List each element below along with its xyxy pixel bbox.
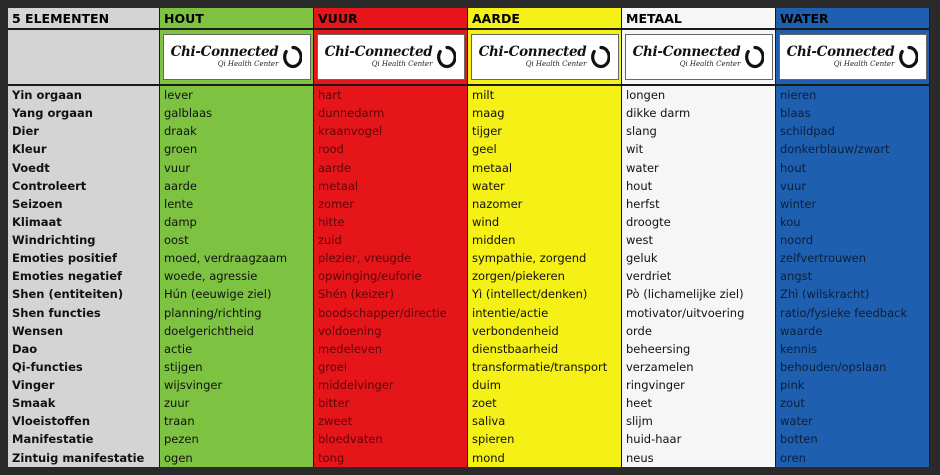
cell-vuur-qi-functies: groei: [314, 358, 468, 376]
row-label-vloeistoffen: Vloeistoffen: [8, 412, 160, 430]
chi-connected-logo: [625, 34, 773, 80]
logo-title: Chi-Connected: [632, 44, 741, 61]
cell-aarde-shen-functies: intentie/actie: [468, 304, 622, 322]
row-label-yin-orgaan: Yin orgaan: [8, 86, 160, 104]
logo-cell: [314, 30, 468, 86]
cell-metaal-voedt: water: [622, 159, 776, 177]
cell-aarde-dier: tijger: [468, 122, 622, 140]
row-label-qi-functies: Qi-functies: [8, 358, 160, 376]
cell-metaal-kleur: wit: [622, 140, 776, 158]
cell-vuur-zintuig-manifestatie: tong: [314, 449, 468, 467]
cell-vuur-vloeistoffen: zweet: [314, 412, 468, 430]
cell-water-dier: schildpad: [776, 122, 930, 140]
cell-aarde-vloeistoffen: saliva: [468, 412, 622, 430]
cell-hout-wensen: doelgerichtheid: [160, 322, 314, 340]
column-header-5-elementen: 5 ELEMENTEN: [8, 8, 160, 30]
cell-water-kleur: donkerblauw/zwart: [776, 140, 930, 158]
chi-connected-logo: [317, 34, 465, 80]
logo-cell-empty: [8, 30, 160, 86]
column-header-vuur: VUUR: [314, 8, 468, 30]
cell-water-yin-orgaan: nieren: [776, 86, 930, 104]
column-header-metaal: METAAL: [622, 8, 776, 30]
cell-vuur-smaak: bitter: [314, 394, 468, 412]
logo-subtitle: Qi Health Center: [371, 59, 433, 68]
cell-aarde-klimaat: wind: [468, 213, 622, 231]
cell-aarde-emoties-positief: sympathie, zorgend: [468, 249, 622, 267]
cell-aarde-windrichting: midden: [468, 231, 622, 249]
cell-water-qi-functies: behouden/opslaan: [776, 358, 930, 376]
cell-vuur-emoties-negatief: opwinging/euforie: [314, 267, 468, 285]
cell-metaal-vinger: ringvinger: [622, 376, 776, 394]
cell-vuur-manifestatie: bloedvaten: [314, 430, 468, 448]
cell-hout-vinger: wijsvinger: [160, 376, 314, 394]
cell-hout-dier: draak: [160, 122, 314, 140]
cell-water-yang-orgaan: blaas: [776, 104, 930, 122]
logo-cell: [160, 30, 314, 86]
cell-vuur-voedt: aarde: [314, 159, 468, 177]
enso-circle-icon: [282, 45, 302, 69]
row-label-kleur: Kleur: [8, 140, 160, 158]
cell-water-shen-functies: ratio/fysieke feedback: [776, 304, 930, 322]
row-label-dao: Dao: [8, 340, 160, 358]
cell-metaal-yin-orgaan: longen: [622, 86, 776, 104]
row-label-seizoen: Seizoen: [8, 195, 160, 213]
cell-water-controleert: vuur: [776, 177, 930, 195]
cell-vuur-vinger: middelvinger: [314, 376, 468, 394]
cell-water-emoties-negatief: angst: [776, 267, 930, 285]
cell-water-windrichting: noord: [776, 231, 930, 249]
row-label-yang-orgaan: Yang orgaan: [8, 104, 160, 122]
cell-aarde-shen-entiteiten: Yì (intellect/denken): [468, 285, 622, 303]
cell-vuur-seizoen: zomer: [314, 195, 468, 213]
cell-water-manifestatie: botten: [776, 430, 930, 448]
cell-vuur-klimaat: hitte: [314, 213, 468, 231]
cell-metaal-emoties-positief: geluk: [622, 249, 776, 267]
logo-title: Chi-Connected: [786, 44, 895, 61]
row-label-dier: Dier: [8, 122, 160, 140]
cell-water-wensen: waarde: [776, 322, 930, 340]
row-label-shen-entiteiten: Shen (entiteiten): [8, 285, 160, 303]
cell-metaal-windrichting: west: [622, 231, 776, 249]
logo-cell: [622, 30, 776, 86]
row-label-emoties-positief: Emoties positief: [8, 249, 160, 267]
cell-water-klimaat: kou: [776, 213, 930, 231]
cell-hout-dao: actie: [160, 340, 314, 358]
cell-water-vloeistoffen: water: [776, 412, 930, 430]
cell-water-emoties-positief: zelfvertrouwen: [776, 249, 930, 267]
cell-metaal-emoties-negatief: verdriet: [622, 267, 776, 285]
row-label-voedt: Voedt: [8, 159, 160, 177]
cell-hout-qi-functies: stijgen: [160, 358, 314, 376]
cell-metaal-qi-functies: verzamelen: [622, 358, 776, 376]
cell-vuur-dier: kraanvogel: [314, 122, 468, 140]
cell-vuur-windrichting: zuid: [314, 231, 468, 249]
cell-aarde-yang-orgaan: maag: [468, 104, 622, 122]
cell-metaal-dao: beheersing: [622, 340, 776, 358]
logo-cell: [468, 30, 622, 86]
cell-aarde-wensen: verbondenheid: [468, 322, 622, 340]
row-label-controleert: Controleert: [8, 177, 160, 195]
cell-metaal-zintuig-manifestatie: neus: [622, 449, 776, 467]
logo-title: Chi-Connected: [324, 44, 433, 61]
logo-cell: [776, 30, 930, 86]
logo-subtitle: Qi Health Center: [833, 59, 895, 68]
cell-hout-kleur: groen: [160, 140, 314, 158]
chi-connected-logo: [779, 34, 927, 80]
cell-metaal-seizoen: herfst: [622, 195, 776, 213]
cell-vuur-wensen: voldoening: [314, 322, 468, 340]
cell-metaal-dier: slang: [622, 122, 776, 140]
cell-hout-windrichting: oost: [160, 231, 314, 249]
cell-metaal-wensen: orde: [622, 322, 776, 340]
cell-aarde-zintuig-manifestatie: mond: [468, 449, 622, 467]
cell-hout-shen-entiteiten: Hún (eeuwige ziel): [160, 285, 314, 303]
cell-water-seizoen: winter: [776, 195, 930, 213]
cell-aarde-seizoen: nazomer: [468, 195, 622, 213]
cell-aarde-dao: dienstbaarheid: [468, 340, 622, 358]
column-header-water: WATER: [776, 8, 930, 30]
cell-water-shen-entiteiten: Zhì (wilskracht): [776, 285, 930, 303]
five-elements-table: [8, 8, 930, 467]
cell-vuur-yang-orgaan: dunnedarm: [314, 104, 468, 122]
cell-water-zintuig-manifestatie: oren: [776, 449, 930, 467]
cell-metaal-smaak: heet: [622, 394, 776, 412]
cell-hout-smaak: zuur: [160, 394, 314, 412]
enso-circle-icon: [898, 45, 918, 69]
cell-metaal-controleert: hout: [622, 177, 776, 195]
cell-vuur-shen-functies: boodschapper/directie: [314, 304, 468, 322]
row-label-manifestatie: Manifestatie: [8, 430, 160, 448]
cell-metaal-klimaat: droogte: [622, 213, 776, 231]
cell-vuur-controleert: metaal: [314, 177, 468, 195]
logo-title: Chi-Connected: [170, 44, 279, 61]
cell-metaal-yang-orgaan: dikke darm: [622, 104, 776, 122]
cell-hout-shen-functies: planning/richting: [160, 304, 314, 322]
row-label-windrichting: Windrichting: [8, 231, 160, 249]
cell-metaal-vloeistoffen: slijm: [622, 412, 776, 430]
cell-water-voedt: hout: [776, 159, 930, 177]
cell-hout-zintuig-manifestatie: ogen: [160, 449, 314, 467]
cell-aarde-smaak: zoet: [468, 394, 622, 412]
cell-aarde-kleur: geel: [468, 140, 622, 158]
row-label-vinger: Vinger: [8, 376, 160, 394]
cell-hout-voedt: vuur: [160, 159, 314, 177]
cell-hout-seizoen: lente: [160, 195, 314, 213]
cell-aarde-emoties-negatief: zorgen/piekeren: [468, 267, 622, 285]
cell-hout-klimaat: damp: [160, 213, 314, 231]
row-label-shen-functies: Shen functies: [8, 304, 160, 322]
row-label-emoties-negatief: Emoties negatief: [8, 267, 160, 285]
cell-vuur-yin-orgaan: hart: [314, 86, 468, 104]
cell-aarde-vinger: duim: [468, 376, 622, 394]
cell-vuur-dao: medeleven: [314, 340, 468, 358]
logo-subtitle: Qi Health Center: [217, 59, 279, 68]
enso-circle-icon: [744, 45, 764, 69]
cell-metaal-shen-entiteiten: Pò (lichamelijke ziel): [622, 285, 776, 303]
cell-hout-yin-orgaan: lever: [160, 86, 314, 104]
enso-circle-icon: [590, 45, 610, 69]
cell-hout-emoties-negatief: woede, agressie: [160, 267, 314, 285]
logo-title: Chi-Connected: [478, 44, 587, 61]
enso-circle-icon: [436, 45, 456, 69]
cell-hout-controleert: aarde: [160, 177, 314, 195]
logo-subtitle: Qi Health Center: [525, 59, 587, 68]
column-header-hout: HOUT: [160, 8, 314, 30]
chi-connected-logo: [471, 34, 619, 80]
column-header-aarde: AARDE: [468, 8, 622, 30]
cell-aarde-yin-orgaan: milt: [468, 86, 622, 104]
cell-vuur-shen-entiteiten: Shén (keizer): [314, 285, 468, 303]
row-label-wensen: Wensen: [8, 322, 160, 340]
cell-vuur-emoties-positief: plezier, vreugde: [314, 249, 468, 267]
row-label-zintuig-manifestatie: Zintuig manifestatie: [8, 449, 160, 467]
cell-aarde-qi-functies: transformatie/transport: [468, 358, 622, 376]
row-label-smaak: Smaak: [8, 394, 160, 412]
cell-hout-vloeistoffen: traan: [160, 412, 314, 430]
chi-connected-logo: [163, 34, 311, 80]
cell-aarde-controleert: water: [468, 177, 622, 195]
cell-hout-emoties-positief: moed, verdraagzaam: [160, 249, 314, 267]
cell-aarde-manifestatie: spieren: [468, 430, 622, 448]
cell-hout-manifestatie: pezen: [160, 430, 314, 448]
cell-water-dao: kennis: [776, 340, 930, 358]
cell-water-vinger: pink: [776, 376, 930, 394]
cell-aarde-voedt: metaal: [468, 159, 622, 177]
row-label-klimaat: Klimaat: [8, 213, 160, 231]
logo-subtitle: Qi Health Center: [679, 59, 741, 68]
cell-metaal-manifestatie: huid-haar: [622, 430, 776, 448]
cell-water-smaak: zout: [776, 394, 930, 412]
cell-hout-yang-orgaan: galblaas: [160, 104, 314, 122]
cell-vuur-kleur: rood: [314, 140, 468, 158]
cell-metaal-shen-functies: motivator/uitvoering: [622, 304, 776, 322]
